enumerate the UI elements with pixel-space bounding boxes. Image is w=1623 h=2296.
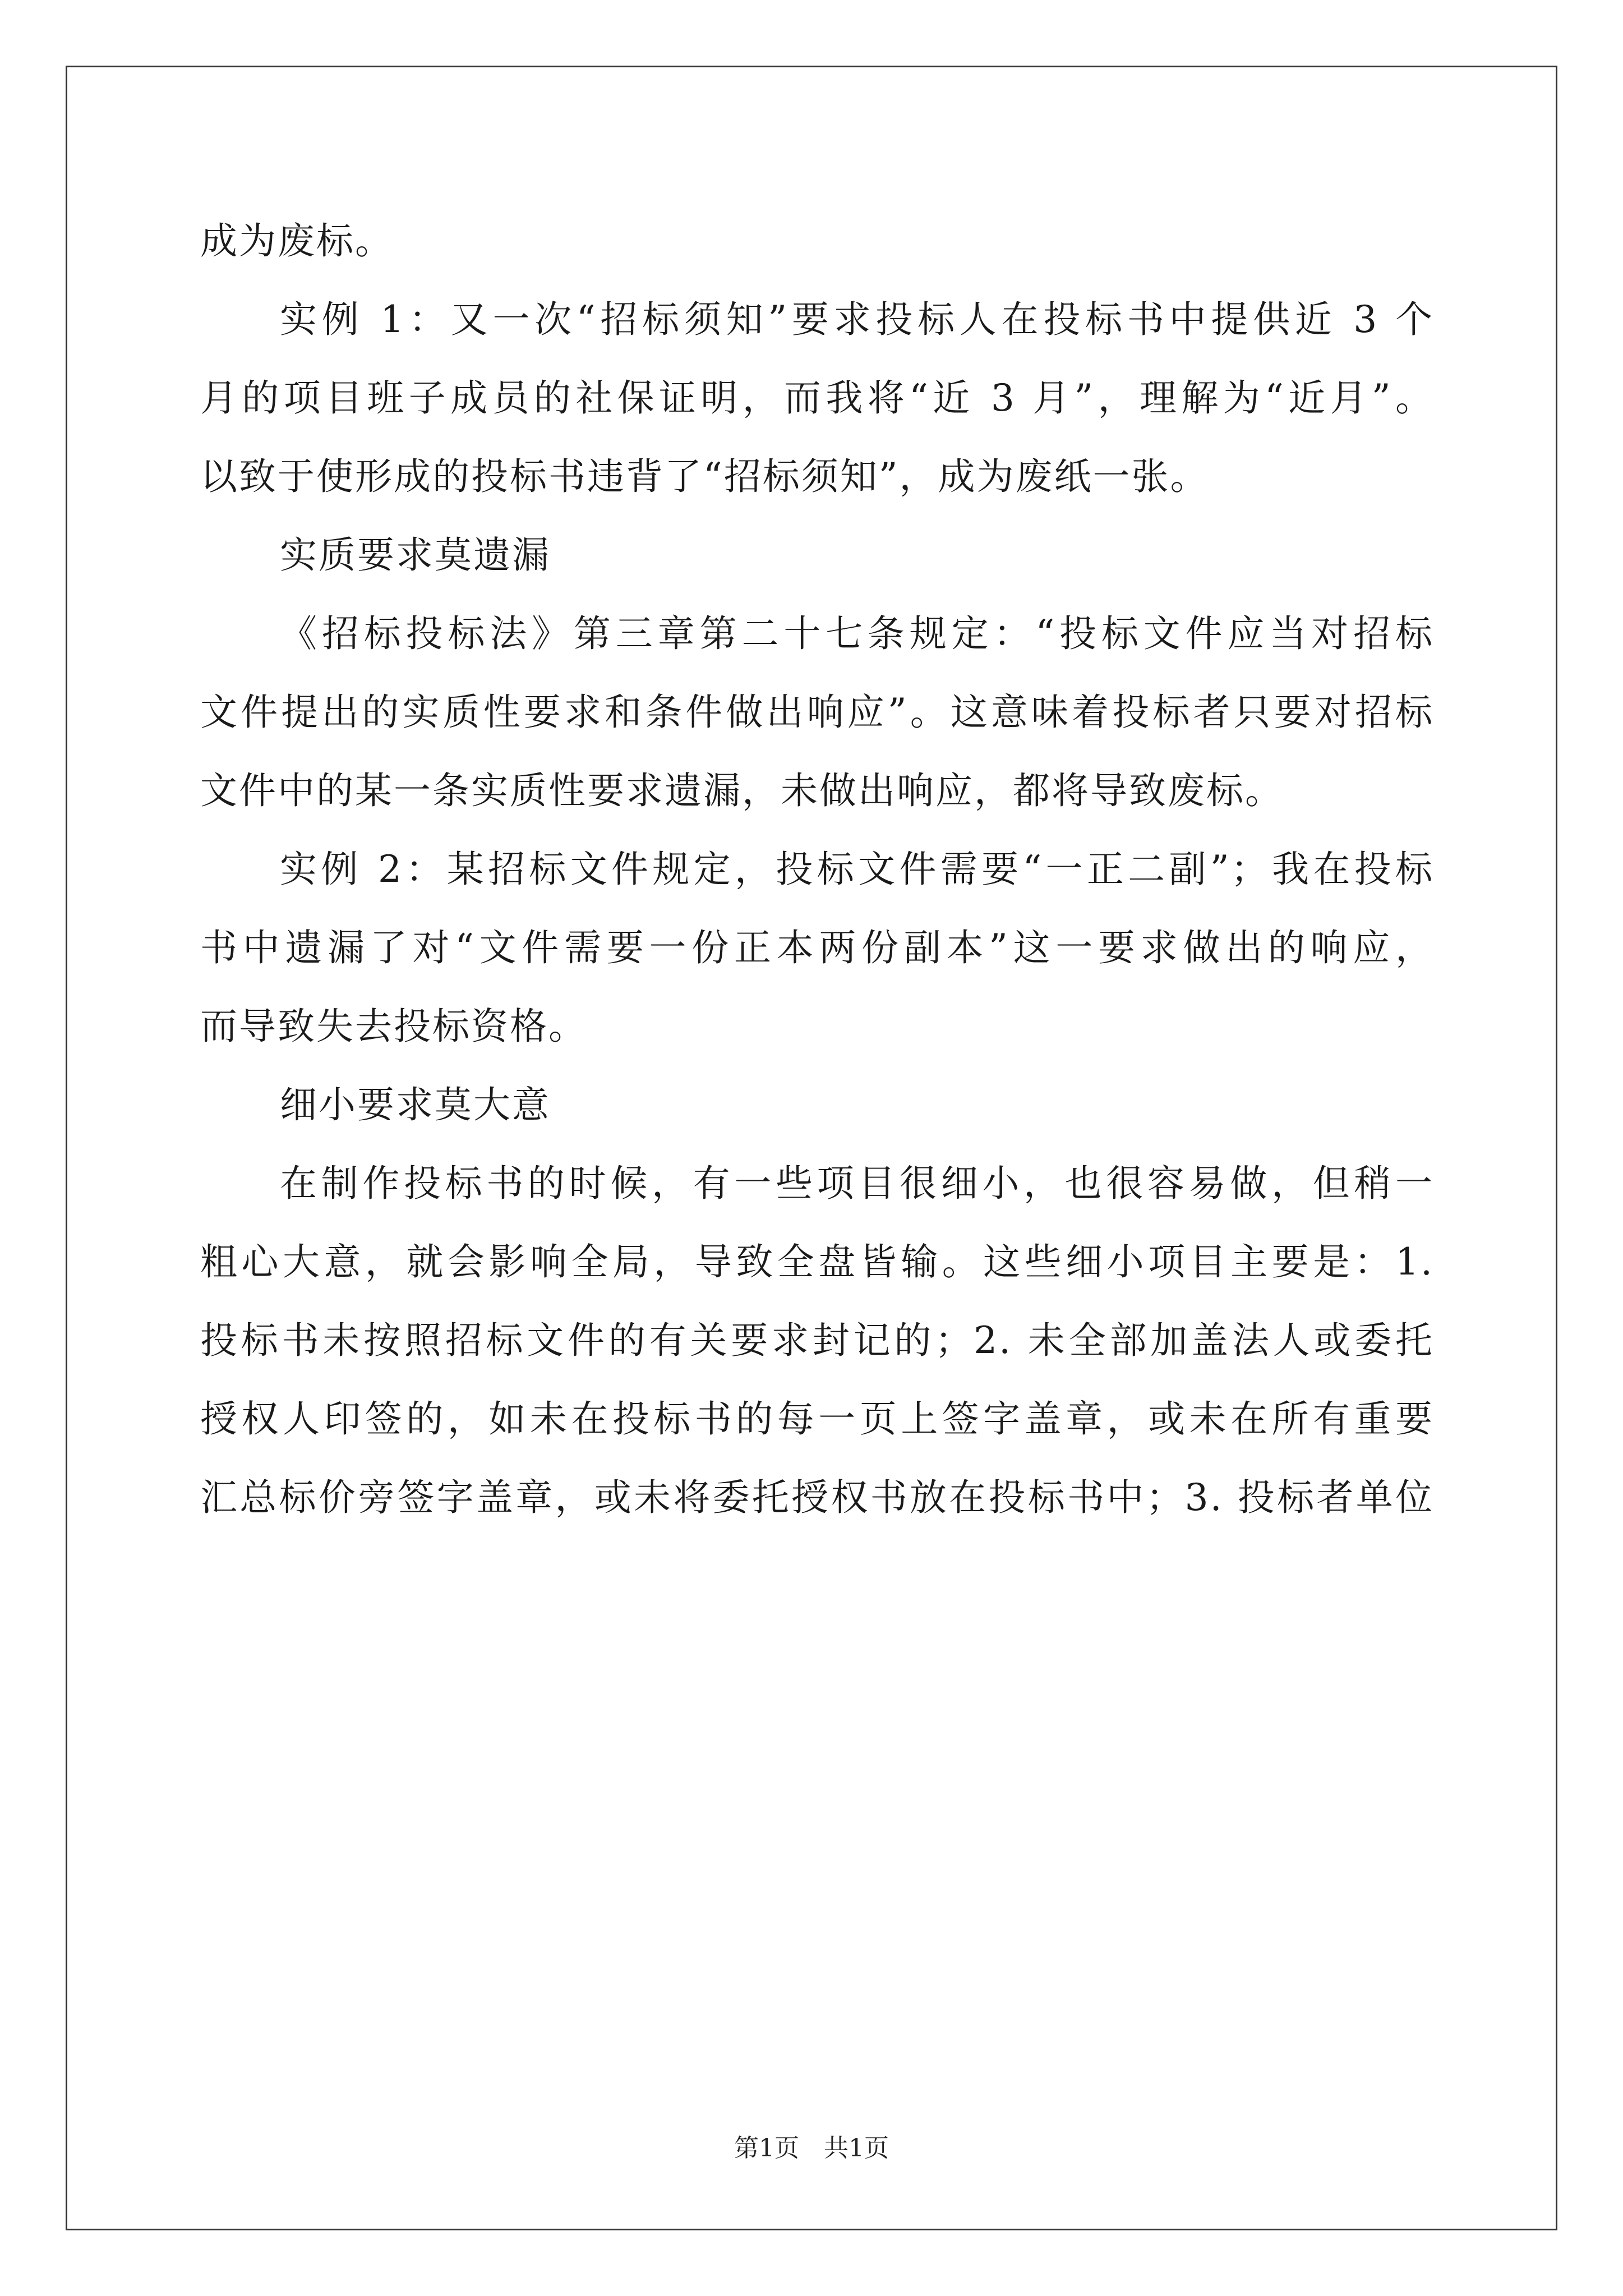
text-line: 成为废标。 [200, 219, 394, 263]
text-line: 而导致失去投标资格。 [200, 1005, 587, 1048]
page-footer: 第1页 共1页 [734, 2134, 889, 2162]
text-line: 月的项目班子成员的社保证明，而我将“近 3 月”，理解为“近月”。 [200, 376, 1434, 420]
text-line: 粗心大意，就会影响全局，导致全盘皆输。这些细小项目主要是：1. [200, 1240, 1434, 1283]
text-line: 投标书未按照招标文件的有关要求封记的；2. 未全部加盖法人或委托 [200, 1319, 1434, 1362]
document-body [200, 202, 1434, 1537]
text-line: 在制作投标书的时候，有一些项目很细小，也很容易做，但稍一 [280, 1162, 1434, 1205]
text-line: 实例 2：某招标文件规定，投标文件需要“一正二副”；我在投标 [280, 848, 1434, 891]
text-line: 实例 1：又一次“招标须知”要求投标人在投标书中提供近 3 个 [280, 298, 1434, 341]
text-line: 文件中的某一条实质性要求遗漏，未做出响应，都将导致废标。 [200, 769, 1284, 812]
text-line: 授权人印签的，如未在投标书的每一页上签字盖章，或未在所有重要 [200, 1397, 1434, 1441]
text-line: 汇总标价旁签字盖章，或未将委托授权书放在投标书中；3. 投标者单位 [200, 1476, 1434, 1519]
section-heading: 实质要求莫遗漏 [280, 533, 551, 577]
section-heading: 细小要求莫大意 [280, 1083, 551, 1126]
text-line: 以致于使形成的投标书违背了“招标须知”，成为废纸一张。 [200, 455, 1209, 498]
text-line: 文件提出的实质性要求和条件做出响应”。这意味着投标者只要对招标 [200, 691, 1434, 734]
text-line: 书中遗漏了对“文件需要一份正本两份副本”这一要求做出的响应， [200, 926, 1434, 969]
text-line: 《招标投标法》第三章第二十七条规定：“投标文件应当对招标 [280, 612, 1434, 655]
